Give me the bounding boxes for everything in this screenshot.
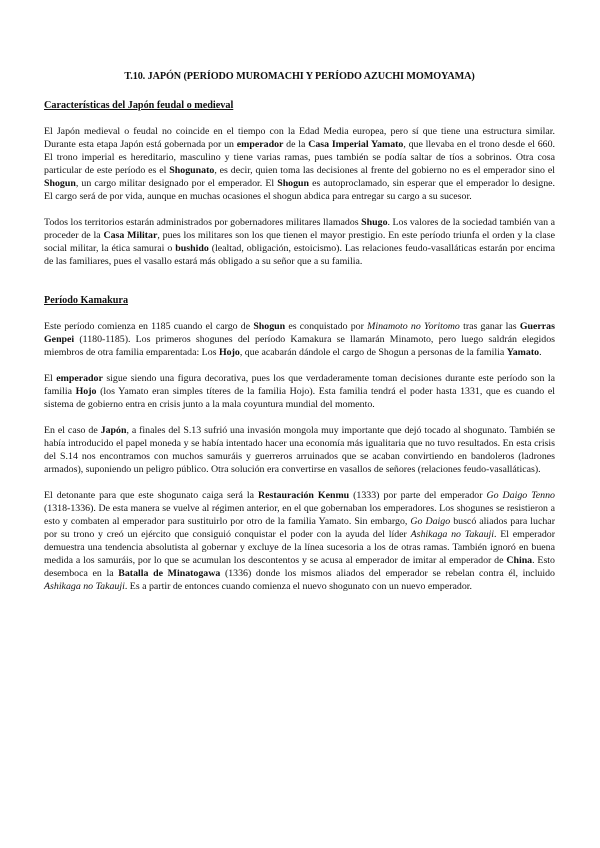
text-run: Todos los territorios estarán administrados por gobernadores militares llamados bbox=[44, 217, 362, 228]
bold-term: emperador bbox=[236, 139, 284, 150]
paragraph bbox=[44, 320, 555, 359]
bold-term: Shogun bbox=[253, 321, 286, 332]
document-title: T.10. JAPÓN (PERÍODO MUROMACHI Y PERÍODO AZUCHI MOMOYAMA) bbox=[124, 71, 475, 82]
paragraph bbox=[44, 125, 555, 203]
text-run: de la bbox=[283, 139, 309, 150]
text-run: El detonante para que este shogunato caiga será la bbox=[44, 490, 258, 501]
text-run: (1333) por parte del emperador bbox=[349, 490, 487, 501]
bold-term: bushido bbox=[175, 243, 209, 254]
text-run: (lealtad, obligación, estoicismo). Las relaciones feudo-vasalláticas estarán por encima de las familiares, pues el vasallo estará más obligado a su señor que a su familia. bbox=[44, 243, 555, 267]
text-run: , que llevaba en el trono desde el 660. El trono imperial es hereditario, masculino y tiene varias ramas, pues también se podía saltar de tíos a sobrinos. Otra cosa particular de este período es el bbox=[44, 139, 556, 176]
section-heading-caracteristicas: Características del Japón feudal o medieval bbox=[44, 100, 234, 111]
text-run: es conquistado por bbox=[285, 321, 368, 332]
text-run: . Es a partir de entonces cuando comienza el nuevo shogunato con un nuevo emperador. bbox=[124, 581, 472, 592]
italic-name: Go Daigo Tenno bbox=[486, 490, 555, 501]
text-run: (los Yamato eran simples títeres de la familia Hojo). Esta familia tendrá el poder hasta 1331, que es cuando el sistema de gobierno entra en crisis junto a la mala coyuntura mundial del momento. bbox=[44, 386, 555, 410]
text-run: (1336) donde los mismos aliados del emperador se rebelan contra él, incluido bbox=[220, 568, 555, 579]
paragraph bbox=[44, 424, 555, 476]
bold-term: Shogun bbox=[277, 178, 310, 189]
bold-term: Hojo bbox=[218, 347, 240, 358]
text-run: buscó aliados para luchar por su trono y creó un ejército que consiguió conquistar el poder con la ayuda del líder bbox=[44, 516, 555, 540]
bold-term: Guerras Genpei bbox=[44, 321, 555, 345]
text-run: es autoproclamado, sin esperar que el emperador lo designe. El cargo será de por vida, aunque en muchas ocasiones el shogun abdica para entregar su cargo a su sucesor. bbox=[44, 178, 555, 202]
section-heading-kamakura: Período Kamakura bbox=[44, 295, 129, 306]
bold-term: Casa Militar bbox=[103, 230, 158, 241]
text-run: sigue siendo una figura decorativa, pues los que verdaderamente toman decisiones durante este período son la familia bbox=[44, 373, 556, 397]
text-run: . bbox=[539, 347, 542, 358]
bold-term: Shogunato bbox=[169, 165, 215, 176]
text-run: tras ganar las bbox=[459, 321, 520, 332]
text-run: , a finales del S.13 sufrió una invasión mongola muy importante que dejó tocado al shogunato. También se había introducido el papel moneda y se había intentado hacer una economía más igualitaria que no tuvo resultados. En esta crisis del S.14 nos encontramos con muchos samuráis y guerreros arruinados que se acaban convirtiendo en bandoleros (ladrones armados), suponiendo un peligro público. Otra solución era convertirse en vasallos de señores (relaciones feudo-vasalláticas). bbox=[44, 425, 555, 475]
text-run: , que acabarán dándole el cargo de Shogun a personas de la familia bbox=[239, 347, 507, 358]
text-run: El bbox=[44, 373, 57, 384]
bold-term: Shogun bbox=[44, 178, 76, 189]
bold-term: emperador bbox=[56, 373, 103, 384]
italic-name: Ashikaga no Takauji bbox=[44, 581, 125, 592]
bold-term: Casa Imperial Yamato bbox=[308, 139, 404, 150]
italic-name: Go Daigo bbox=[410, 516, 451, 527]
paragraph bbox=[44, 489, 555, 593]
bold-term: China bbox=[506, 555, 533, 566]
text-run: En el caso de bbox=[44, 425, 101, 436]
text-run: , es decir, quien toma las decisiones al frente del gobierno no es el emperador sino el bbox=[214, 165, 555, 176]
paragraph bbox=[44, 372, 555, 411]
text-run: . El emperador demuestra una tendencia absolutista al gobernar y excluye de la línea sucesoria a los de otras ramas. También ignoró en buena medida a los samuráis, por lo que se acumulan los descontentos y se acusa al emperador de imitar al emperador de bbox=[44, 529, 555, 566]
bold-term: Yamato bbox=[506, 347, 540, 358]
italic-name: Minamoto no Yoritomo bbox=[367, 321, 460, 332]
bold-term: Batalla de Minatogawa bbox=[118, 568, 221, 579]
paragraph bbox=[44, 216, 555, 268]
document-page bbox=[44, 70, 555, 606]
text-run: . Los valores de la sociedad también van a proceder de la bbox=[44, 217, 555, 241]
italic-name: Ashikaga no Takauji bbox=[410, 529, 495, 540]
text-run: . Esto desemboca en la bbox=[44, 555, 555, 579]
bold-term: Hojo bbox=[75, 386, 97, 397]
bold-term: Shugo bbox=[361, 217, 388, 228]
text-run: , un cargo militar designado por el emperador. El bbox=[75, 178, 278, 189]
text-run: (1180-1185). Los primeros shogunes del período Kamakura se llamarán Minamoto, pero luego saldrán elegidos miembros de otra familia emparentada: Los bbox=[44, 334, 555, 358]
text-run: , pues los militares son los que tienen el mayor prestigio. En este período triunfa el orden y la clase social militar, la ética samurai o bbox=[44, 230, 555, 254]
text-run: El Japón medieval o feudal no coincide en el tiempo con la Edad Media europea, pero sí que tiene una estructura similar. Durante esta etapa Japón está gobernada por un bbox=[44, 126, 555, 150]
text-run: (1318-1336). De esta manera se vuelve al régimen anterior, en el que gobernaban los emperadores. Los shogunes se resistieron a esto y combaten al emperador para sustituirlo por otro de la familia Yamato. Sin embargo, bbox=[44, 503, 555, 527]
text-run: Este período comienza en 1185 cuando el cargo de bbox=[44, 321, 254, 332]
bold-term: Japón bbox=[100, 425, 127, 436]
bold-term: Restauración Kenmu bbox=[257, 490, 350, 501]
